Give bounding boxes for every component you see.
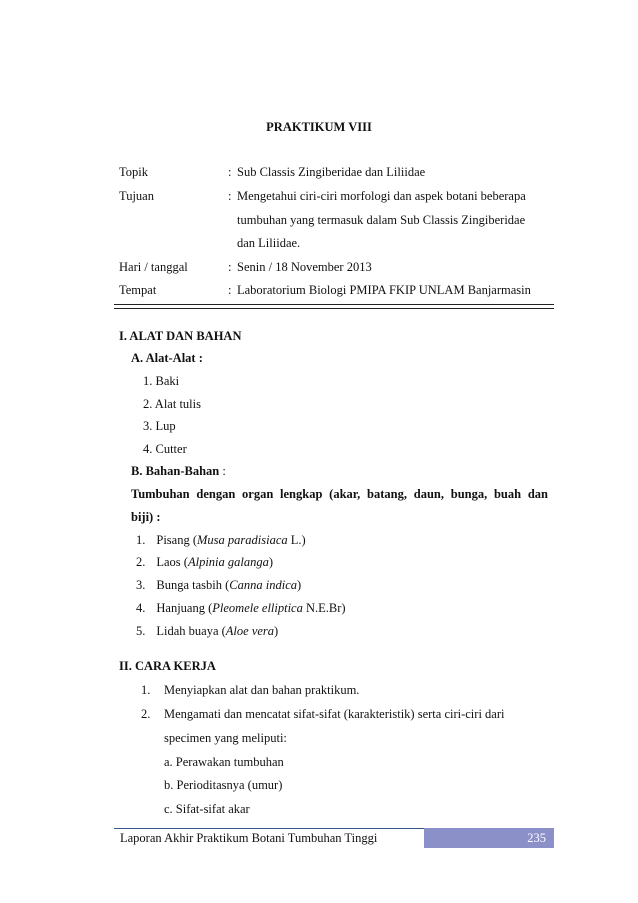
list-item: [136, 533, 306, 548]
sub-item: a. Perawakan tumbuhan: [164, 755, 284, 769]
list-item: [136, 624, 278, 639]
divider-line-double: [114, 308, 554, 309]
footer-title: Laporan Akhir Praktikum Botani Tumbuhan Tinggi: [120, 831, 378, 845]
bahan-intro-line-1: Tumbuhan dengan organ lengkap (akar, batang, daun, bunga, buah dan: [131, 487, 548, 501]
latin-name: Canna indica: [229, 578, 298, 592]
latin-name: Alpinia galanga: [187, 555, 269, 569]
step-text-line-2: specimen yang meliputi:: [164, 731, 287, 745]
name-tail: N.E.Br): [302, 601, 346, 615]
list-number: 1.: [136, 533, 146, 547]
common-name: Lidah buaya (: [156, 624, 226, 638]
name-tail: ): [274, 624, 279, 638]
list-item: [136, 601, 346, 616]
list-number: 4.: [136, 601, 146, 615]
tujuan-line-1: Mengetahui ciri-ciri morfologi dan aspek botani beberapa: [237, 189, 526, 203]
common-name: Laos (: [156, 555, 188, 569]
list-item: 4. Cutter: [143, 442, 187, 456]
bahan-heading: B. Bahan-Bahan: [131, 464, 220, 478]
common-name: Bunga tasbih (: [156, 578, 230, 592]
latin-name: Pleomele elliptica: [212, 601, 303, 615]
name-tail: ): [297, 578, 302, 592]
tujuan-label: Tujuan: [119, 189, 154, 203]
alat-heading: A. Alat-Alat :: [131, 351, 203, 365]
section-1-heading: I. ALAT DAN BAHAN: [119, 329, 242, 343]
common-name: Hanjuang (: [156, 601, 213, 615]
name-tail: L.): [287, 533, 306, 547]
list-number: 5.: [136, 624, 146, 638]
common-name: Pisang (: [156, 533, 197, 547]
step-number: 1.: [141, 683, 151, 697]
list-number: 3.: [136, 578, 146, 592]
page-title: PRAKTIKUM VIII: [266, 120, 372, 134]
list-item: 2. Alat tulis: [143, 397, 201, 411]
list-item: [136, 578, 301, 593]
topik-label: Topik: [119, 165, 148, 179]
list-item: [136, 555, 273, 570]
tujuan-line-2: tumbuhan yang termasuk dalam Sub Classis Zingiberidae: [237, 213, 526, 227]
tujuan-line-3: dan Liliidae.: [237, 236, 301, 250]
name-tail: ): [268, 555, 274, 569]
sub-item: b. Perioditasnya (umur): [164, 778, 283, 792]
tujuan-colon: :: [228, 189, 232, 203]
step-number: 2.: [141, 707, 151, 721]
hari-colon: :: [228, 260, 232, 274]
page-number: 235: [527, 831, 546, 845]
section-2-heading: II. CARA KERJA: [119, 659, 216, 673]
bahan-colon: :: [219, 464, 226, 478]
divider-line: [114, 304, 554, 305]
list-item: 3. Lup: [143, 419, 176, 433]
topik-colon: :: [228, 165, 232, 179]
bahan-heading-row: [131, 464, 226, 479]
latin-name: Musa paradisiaca: [197, 533, 288, 547]
list-item: 1. Baki: [143, 374, 180, 388]
latin-name: Aloe vera: [225, 624, 275, 638]
sub-item: c. Sifat-sifat akar: [164, 802, 250, 816]
step-text: Menyiapkan alat dan bahan praktikum.: [164, 683, 360, 697]
tempat-value: Laboratorium Biologi PMIPA FKIP UNLAM Banjarmasin: [237, 283, 531, 297]
tempat-colon: :: [228, 283, 232, 297]
tempat-label: Tempat: [119, 283, 157, 297]
bahan-intro-line-2: biji) :: [131, 510, 161, 524]
step-text-line-1: Mengamati dan mencatat sifat-sifat (karakteristik) serta ciri-ciri dari: [164, 707, 505, 721]
hari-value: Senin / 18 November 2013: [237, 260, 372, 274]
hari-label: Hari / tanggal: [119, 260, 188, 274]
list-number: 2.: [136, 555, 146, 569]
topik-value: Sub Classis Zingiberidae dan Liliidae: [237, 165, 426, 179]
